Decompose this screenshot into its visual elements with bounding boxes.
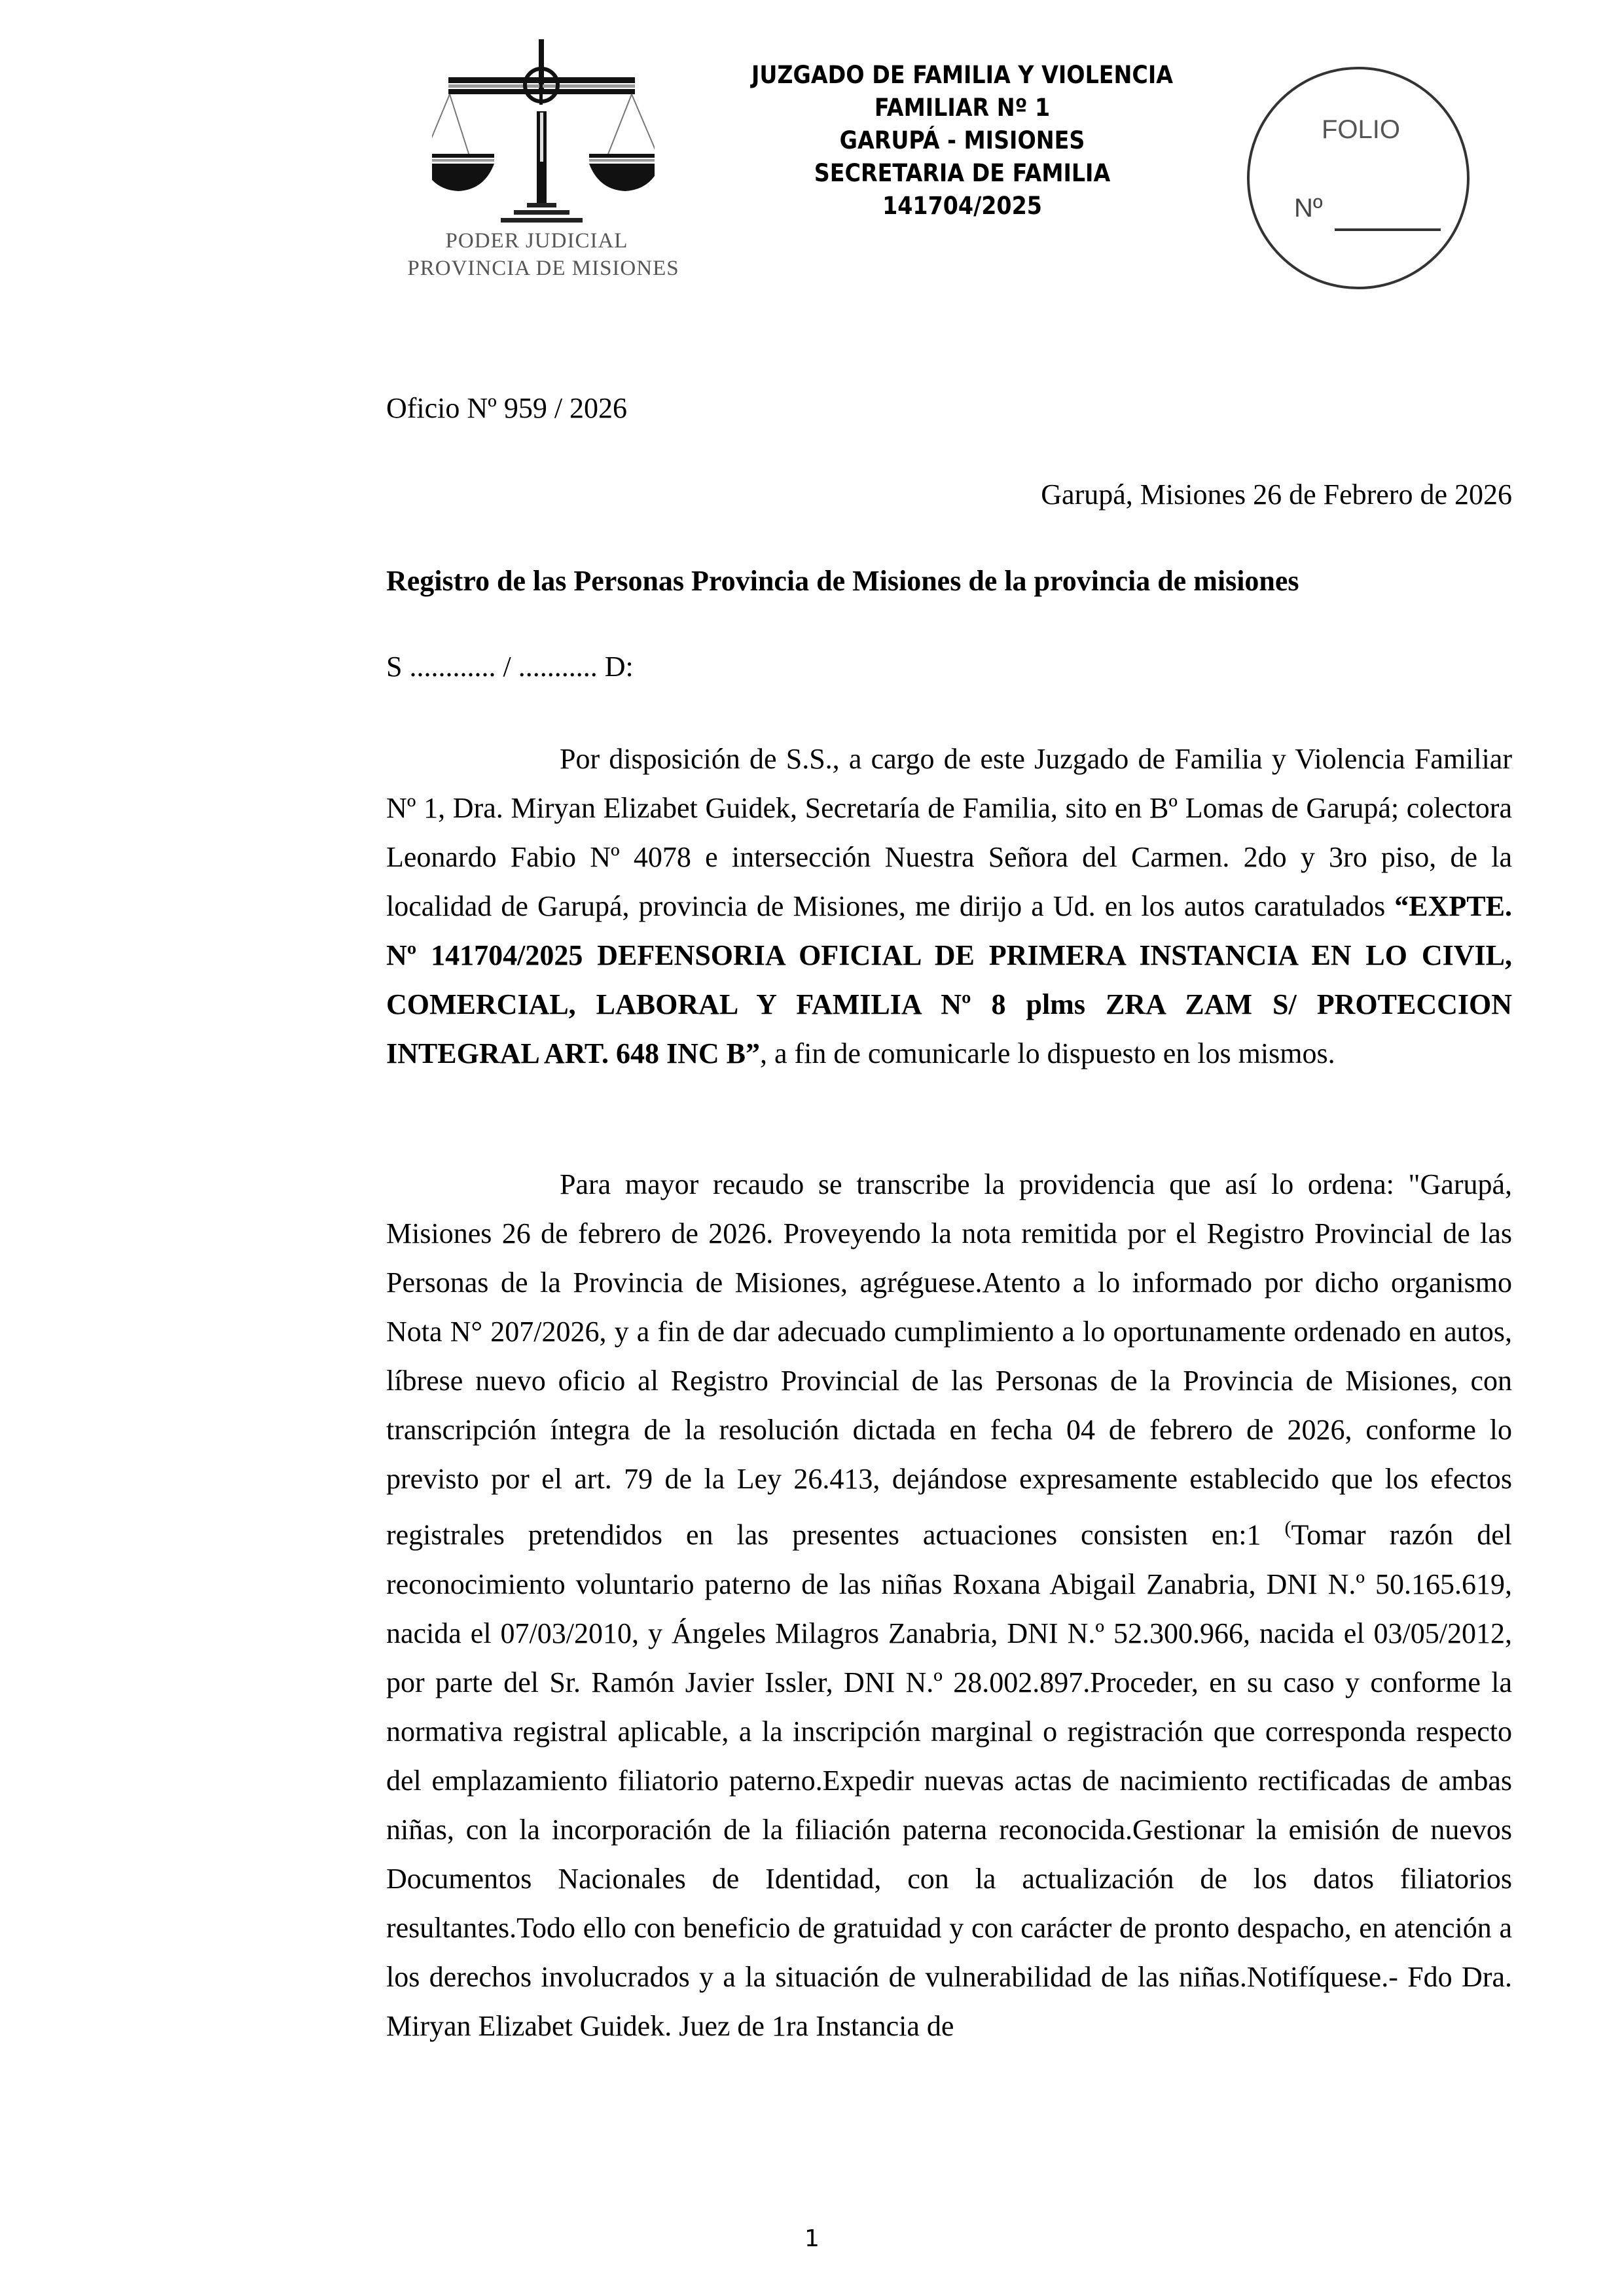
case-number: 141704/2025 [882, 192, 1042, 220]
court-header [685, 59, 1239, 223]
superscript-mark: ( [1284, 1517, 1291, 1539]
poder-judicial-logo [399, 39, 687, 295]
case-title: “EXPTE. Nº 141704/2025 DEFENSORIA OFICIAL DE PRIMERA INSTANCIA EN LO CIVIL, COMERCIAL, LABORAL Y FAMILIA Nº 8 plms ZRA ZAM S/ PROTECCION INTEGRAL ART. 648 INC B” [386, 890, 1512, 1069]
court-name-line: JUZGADO DE FAMILIA Y VIOLENCIA [751, 61, 1174, 89]
place-date: Garupá, Misiones 26 de Febrero de 2026 [1041, 478, 1512, 511]
oficio-number: Oficio Nº 959 / 2026 [386, 392, 628, 424]
logo-text-provincia: PROVINCIA DE MISIONES [407, 257, 679, 280]
providencia-part1: Para mayor recaudo se transcribe la providencia que así lo ordena: "Garupá, Misiones 26 de febrero de 2026. Proveyendo la nota remitida por el Registro Provincial de las Personas de la Provincia de Misiones, agréguese.Atento a lo informado por dicho organismo Nota N° 207/2026, y a fin de dar adecuado cumplimiento a lo oportunamente ordenado en autos, líbrese nuevo oficio al Registro Provincial de las Personas de la Provincia de Misiones, con transcripción íntegra de la resolución dictada en fecha 04 de febrero de 2026, conforme lo previsto por el art. 79 de la Ley 26.413, dejándose expresamente establecido que los efectos registrales pretendidos en las presentes actuaciones consisten en:1 [386, 1168, 1512, 1551]
court-secretaria: SECRETARIA DE FAMILIA [814, 159, 1111, 187]
scales-of-justice-icon [432, 39, 655, 229]
page-number: 1 [804, 2225, 820, 2252]
folio-number-blank [1335, 228, 1441, 231]
folio-stamp [1247, 67, 1470, 289]
addressee: Registro de las Personas Provincia de Misiones de la provincia de misiones [386, 565, 1299, 597]
paragraph-intro: Por disposición de S.S., a cargo de este Juzgado de Familia y Violencia Familiar Nº 1, Dra. Miryan Elizabet Guidek, Secretaría de Familia, sito en Bº Lomas de Garupá; colectora Leonardo Fabio Nº 4078 e intersección Nuestra Señora del Carmen. 2do y 3ro piso, de la localidad de Garupá, provincia de Misiones, me dirijo a Ud. en los autos caratulados [386, 743, 1512, 922]
paragraph-providencia [386, 1160, 1512, 2051]
paragraph-outro: , a fin de comunicarle lo dispuesto en los mismos. [759, 1037, 1335, 1069]
logo-text-poder-judicial: PODER JUDICIAL [445, 229, 628, 253]
paragraph-disposition [386, 734, 1512, 1078]
folio-label: FOLIO [1322, 115, 1401, 144]
court-location: GARUPÁ - MISIONES [839, 126, 1085, 154]
court-name-line: FAMILIAR Nº 1 [874, 94, 1051, 122]
providencia-part2: Tomar razón del reconocimiento voluntario paterno de las niñas Roxana Abigail Zanabria, DNI N.º 50.165.619, nacida el 07/03/2010, y Ángeles Milagros Zanabria, DNI N.º 52.300.966, nacida el 03/05/2012, por parte del Sr. Ramón Javier Issler, DNI N.º 28.002.897.Proceder, en su caso y conforme la normativa registral aplicable, a la inscripción marginal o registración que corresponda respecto del emplazamiento filiatorio paterno.Expedir nuevas actas de nacimiento rectificadas de ambas niñas, con la incorporación de la filiación paterna reconocida.Gestionar la emisión de nuevos Documentos Nacionales de Identidad, con la actualización de los datos filiatorios resultantes.Todo ello con beneficio de gratuidad y con carácter de pronto despacho, en atención a los derechos involucrados y a la situación de vulnerabilidad de las niñas.Notifíquese.- Fdo Dra. Miryan Elizabet Guidek. Juez de 1ra Instancia de [386, 1518, 1512, 2042]
folio-number-label: Nº [1294, 194, 1323, 223]
salutation: S ............ / ........... D: [386, 651, 634, 683]
